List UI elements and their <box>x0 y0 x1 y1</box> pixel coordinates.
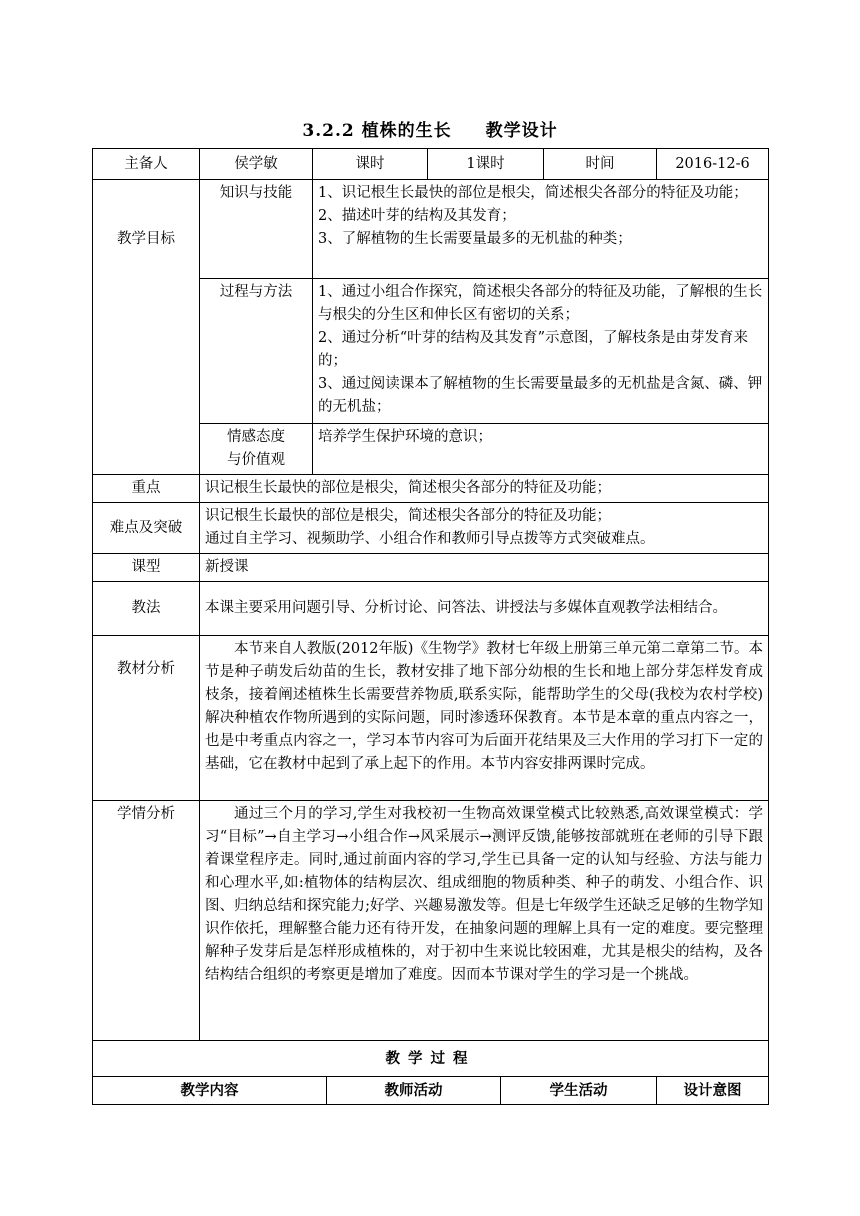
time-label: 时间 <box>544 149 657 180</box>
emotion-label-line1: 情感态度 <box>227 429 285 445</box>
method-label: 教法 <box>93 582 200 636</box>
objectives-knowledge-row <box>93 180 769 279</box>
emotion-label <box>200 424 313 475</box>
method-content: 本课主要采用问题引导、分析讨论、问答法、讲授法与多媒体直观教学法相结合。 <box>200 582 769 636</box>
time-value: 2016-12-6 <box>657 149 769 180</box>
key-point-row <box>93 475 769 503</box>
page-title <box>0 116 860 141</box>
process-header-row <box>93 1077 769 1105</box>
process-column-header: 设计意图 <box>657 1077 769 1105</box>
title-part1: 3.2.2 植株的生长 <box>302 121 452 141</box>
knowledge-line: 3、了解植物的生长需要量最多的无机盐的种类； <box>318 231 632 247</box>
students-label: 学情分析 <box>93 801 200 1041</box>
process-line: 1、通过小组合作探究，简述根尖各部分的特征及功能，了解根的生长与根尖的分生区和伸长区有密切的关系； <box>318 284 763 323</box>
objectives-label: 教学目标 <box>93 180 200 475</box>
knowledge-line: 1、识记根生长最快的部位是根尖，简述根尖各部分的特征及功能； <box>318 185 748 201</box>
key-point-content: 识记根生长最快的部位是根尖，简述根尖各部分的特征及功能； <box>200 475 769 503</box>
period-value: 1课时 <box>428 149 544 180</box>
preparer-value: 侯学敏 <box>200 149 313 180</box>
difficulty-line: 通过自主学习、视频助学、小组合作和教师引导点拨等方式突破难点。 <box>205 531 655 547</box>
lesson-type-content: 新授课 <box>200 554 769 582</box>
process-column-header: 教学内容 <box>93 1077 327 1105</box>
process-column-header: 教师活动 <box>327 1077 501 1105</box>
process-line: 3、通过阅读课本了解植物的生长需要量最多的无机盐是含氮、磷、钾的无机盐； <box>318 376 763 415</box>
emotion-content: 培养学生保护环境的意识； <box>313 424 769 475</box>
process-content <box>313 279 769 424</box>
lesson-type-label: 课型 <box>93 554 200 582</box>
process-line: 2、通过分析“叶芽的结构及其发育”示意图，了解枝条是由芽发育来的； <box>318 330 749 369</box>
material-row <box>93 636 769 801</box>
difficulty-row <box>93 503 769 554</box>
knowledge-line: 2、描述叶芽的结构及其发育； <box>318 208 516 224</box>
lesson-plan-table <box>92 148 769 1105</box>
students-content: 通过三个月的学习,学生对我校初一生物高效课堂模式比较熟悉,高效课堂模式：学习“目标”→自主学习→小组合作→风采展示→测评反馈,能够按部就班在老师的引导下跟着课堂程序走。同时,通过前面内容的学习,学生已具备一定的认知与经验、方法与能力和心理水平,如:植物体的结构层次、组成细胞的物质种类、种子的萌发、小组合作、识图、归纳总结和探究能力;好学、兴趣易激发等。但是七年级学生还缺乏足够的生物学知识作依托，理解整合能力还有待开发，在抽象问题的理解上具有一定的难度。要完整理解种子发芽后是怎样形成植株的，对于初中生来说比较困难，尤其是根尖的结构，及各结构结合组织的考察更是增加了难度。因而本节课对学生的学习是一个挑战。 <box>200 801 769 1041</box>
period-label: 课时 <box>313 149 428 180</box>
title-part2: 教学设计 <box>485 121 558 141</box>
process-section-row <box>93 1041 769 1077</box>
difficulty-content <box>200 503 769 554</box>
preparer-label: 主备人 <box>93 149 200 180</box>
lesson-type-row <box>93 554 769 582</box>
process-section-title: 教学过程 <box>93 1041 769 1077</box>
knowledge-content <box>313 180 769 279</box>
knowledge-label: 知识与技能 <box>200 180 313 279</box>
process-label: 过程与方法 <box>200 279 313 424</box>
material-content: 本节来自人教版(2012年版)《生物学》教材七年级上册第三单元第二章第二节。本节是种子萌发后幼苗的生长，教材安排了地下部分幼根的生长和地上部分芽怎样发育成枝条，接着阐述植株生长需要营养物质,联系实际，能帮助学生的父母(我校为农村学校)解决种植农作物所遇到的实际问题，同时渗透环保教育。本节是本章的重点内容之一，也是中考重点内容之一，学习本节内容可为后面开花结果及三大作用的学习打下一定的基础，它在教材中起到了承上起下的作用。本节内容安排两课时完成。 <box>200 636 769 801</box>
difficulty-label: 难点及突破 <box>93 503 200 554</box>
students-row <box>93 801 769 1041</box>
emotion-label-line2: 与价值观 <box>227 452 285 468</box>
method-row <box>93 582 769 636</box>
process-column-header: 学生活动 <box>501 1077 657 1105</box>
header-row <box>93 149 769 180</box>
material-label: 教材分析 <box>93 636 200 801</box>
difficulty-line: 识记根生长最快的部位是根尖，简述根尖各部分的特征及功能； <box>205 508 611 524</box>
key-point-label: 重点 <box>93 475 200 503</box>
